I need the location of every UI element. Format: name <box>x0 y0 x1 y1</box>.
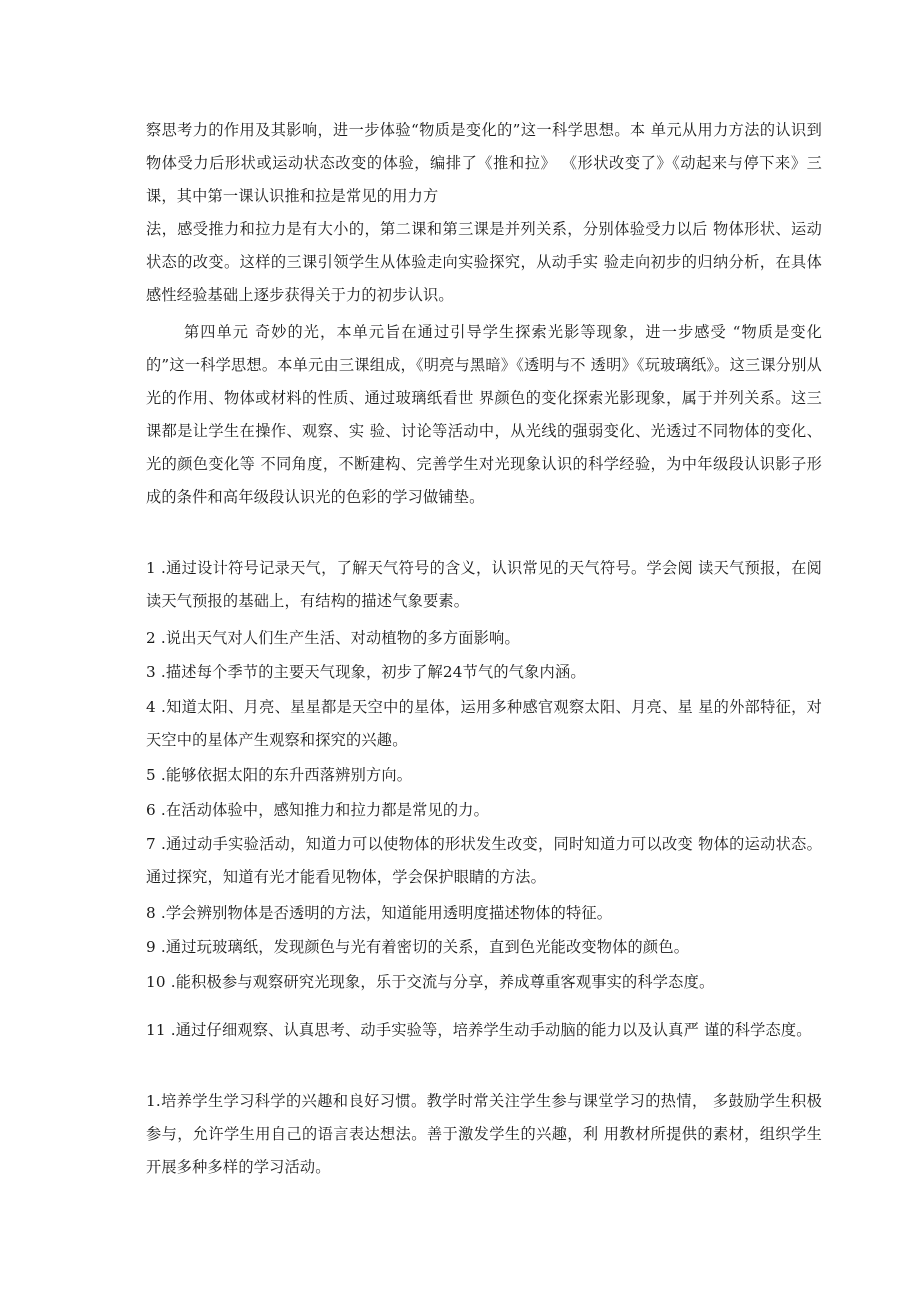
list-item-2: 2 .说出天气对人们生产生活、对动植物的多方面影响。 <box>146 629 520 647</box>
list-item-11: 11 .通过仔细观察、认真思考、动手实验等，培养学生动手动脑的能力以及认真严 谨的科学态度。 <box>146 1021 812 1039</box>
list-item-1: 1 .通过设计符号记录天气，了解天气符号的含义，认识常见的天气符号。学会阅 读天气预报，在阅读天气预报的基础上，有结构的描述气象要素。 <box>146 559 822 610</box>
list-item-10: 10 .能积极参与观察研究光现象，乐于交流与分享，养成尊重客观事实的科学态度。 <box>146 973 715 991</box>
paragraph-unit4: 第四单元 奇妙的光，本单元旨在通过引导学生探索光影等现象，进一步感受 “物质是变化的”这一科学思想。本单元由三课组成，《明亮与黑暗》《透明与不 透明》《玩玻璃纸》。这三课分别从光的作用、物体或材料的性质、通过玻璃纸看世 界颜色的变化探索光影现象，属于并列关系。这三课都是让学生在操作、观察、实 验、讨论等活动中，从光线的强弱变化、光透过不同物体的变化、光的颜色变化等 不同角度，不断建构、完善学生对光现象认识的科学经验，为中年级段认识影子形 成的条件和高年级段认识光的色彩的学习做铺垫。 <box>146 323 822 506</box>
list-item-4: 4 .知道太阳、月亮、星星都是天空中的星体，运用多种感官观察太阳、月亮、星 星的外部特征，对天空中的星体产生观察和探究的兴趣。 <box>146 698 822 749</box>
paragraph-unit3-summary: 法，感受推力和拉力是有大小的，第二课和第三课是并列关系，分别体验受力以后 物体形状、运动状态的改变。这样的三课引领学生从体验走向实验探究，从动手实 验走向初步的归纳分析，在具体感性经验基础上逐步获得关于力的初步认识。 <box>146 220 822 304</box>
list-item-5: 5 .能够依据太阳的东升西落辨别方向。 <box>146 766 413 784</box>
paragraph-teaching-point-1: 1.培养学生学习科学的兴趣和良好习惯。教学时常关注学生参与课堂学习的热情， 多鼓励学生积极参与，允许学生用自己的语言表达想法。善于激发学生的兴趣，利 用教材所提供的素材，组织学生开展多种多样的学习活动。 <box>146 1092 822 1176</box>
list-item-7: 7 .通过动手实验活动，知道力可以使物体的形状发生改变，同时知道力可以改变 物体的运动状态。通过探究，知道有光才能看见物体，学会保护眼睛的方法。 <box>146 835 822 886</box>
list-item-9: 9 .通过玩玻璃纸，发现颜色与光有着密切的关系，直到色光能改变物体的颜色。 <box>146 938 690 956</box>
list-item-3: 3 .描述每个季节的主要天气现象，初步了解24节气的气象内涵。 <box>146 663 586 681</box>
paragraph-unit3-continued: 察思考力的作用及其影响，进一步体验“物质是变化的”这一科学思想。本 单元从用力方法的认识到物体受力后形状或运动状态改变的体验，编排了《推和拉》 《形状改变了》《动起来与停下来》三课，其中第一课认识推和拉是常见的用力方 <box>146 121 822 205</box>
list-item-8: 8 .学会辨别物体是否透明的方法，知道能用透明度描述物体的特征。 <box>146 904 613 922</box>
list-item-6: 6 .在活动体验中，感知推力和拉力都是常见的力。 <box>146 801 490 819</box>
